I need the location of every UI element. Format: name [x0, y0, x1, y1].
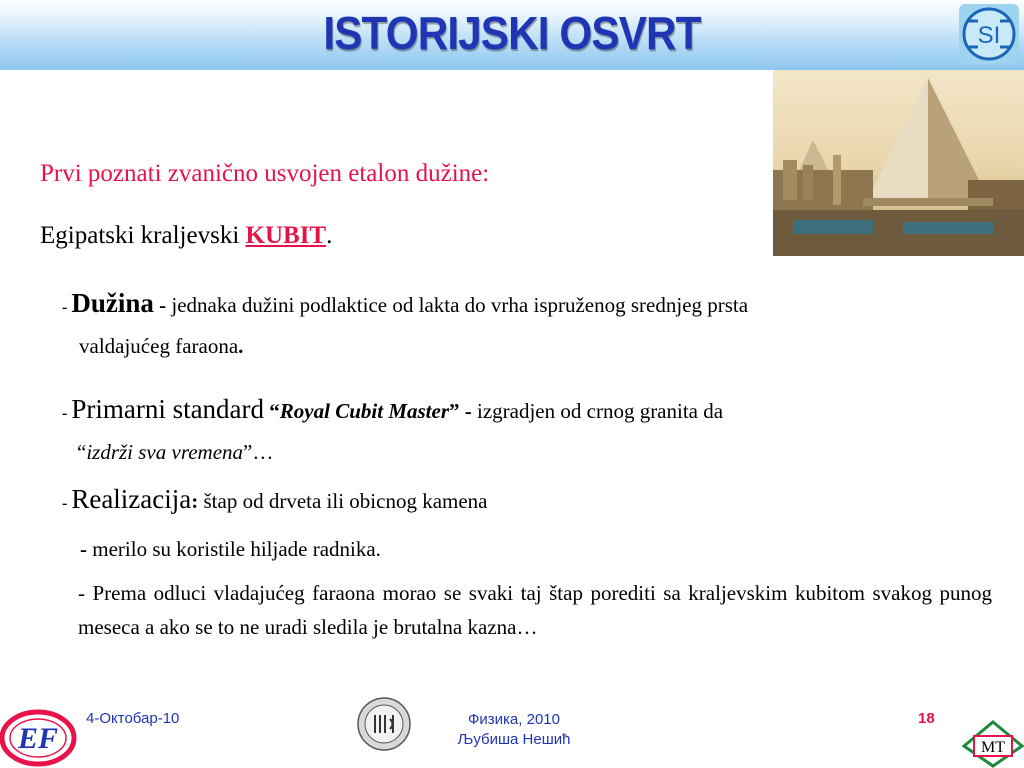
bullet-sep: - [153, 293, 172, 317]
pyramid-painting-image [773, 70, 1024, 256]
bullet-dash: - [62, 405, 72, 422]
bullet-merilo [80, 537, 381, 562]
bullet-continuation [62, 327, 1002, 365]
slide-number: 18 [918, 710, 935, 727]
university-seal-icon [357, 697, 411, 751]
bullet-dash: - [62, 299, 72, 316]
mt-logo-text: MT [981, 739, 1005, 756]
bullet-end: . [238, 334, 244, 358]
kubit-line [40, 222, 332, 250]
bullet-colon: : [191, 489, 199, 513]
bullet-text: izgradjen od crnog granita da [477, 399, 724, 423]
cont-close: ”… [243, 440, 274, 464]
bullet-dash: - [62, 495, 72, 512]
kubit-line-text: Egipatski kraljevski [40, 222, 246, 249]
bullet-primarni-standard [62, 390, 1002, 471]
ef-logo [0, 704, 80, 768]
quote-text: Royal Cubit Master [279, 399, 449, 423]
etalon-heading: Prvi poznati zvanično usvojen etalon dužine: [40, 160, 490, 187]
bullet-duzina [62, 284, 1002, 365]
si-logo [958, 3, 1020, 65]
bullet-prema-odluci: - Prema odluci vladajućeg faraona morao se svaki taj štap porediti sa kraljevskim kubitom svakog punog meseca a ako se to ne uradi sledila je brutalna kazna… [78, 581, 992, 639]
bullet-text: jednaka dužini podlaktice od lakta do vrha ispruženog srednjeg prsta [171, 293, 749, 317]
mt-logo [962, 720, 1024, 768]
bullet-dash: - [80, 537, 87, 561]
bullet-term: Primarni standard [71, 394, 265, 424]
bullet-realizacija [62, 484, 488, 515]
si-logo-text: SI [977, 22, 1001, 49]
kubit-highlight: KUBIT [245, 222, 327, 249]
slide-title: ISTORIJSKI OSVRT [323, 7, 701, 59]
quote-close: ” [449, 399, 460, 423]
kubit-line-end: . [326, 222, 333, 249]
bullet-term: Realizacija [71, 484, 192, 514]
quote-open: “ [264, 399, 280, 423]
footer-course-title: Физика, 2010 [468, 711, 560, 728]
bullet-text: merilo su koristile hiljade radnika. [87, 537, 381, 561]
bullet-text: štap od drveta ili obicnog kamena [198, 489, 488, 513]
footer-date: 4-Октобар-10 [86, 710, 180, 727]
cont-italic: izdrži sva vremena [86, 440, 244, 464]
ef-logo-text: EF [17, 722, 59, 755]
footer-course [440, 710, 588, 750]
bullet-continuation [62, 433, 1002, 471]
bullet-term: Dužina [71, 288, 154, 318]
bullet-sep: - [459, 399, 477, 423]
cont-open: “ [77, 440, 87, 464]
bullet-cont-text: valdajućeg faraona [79, 334, 239, 358]
footer-author: Љубиша Нешић [457, 731, 571, 748]
